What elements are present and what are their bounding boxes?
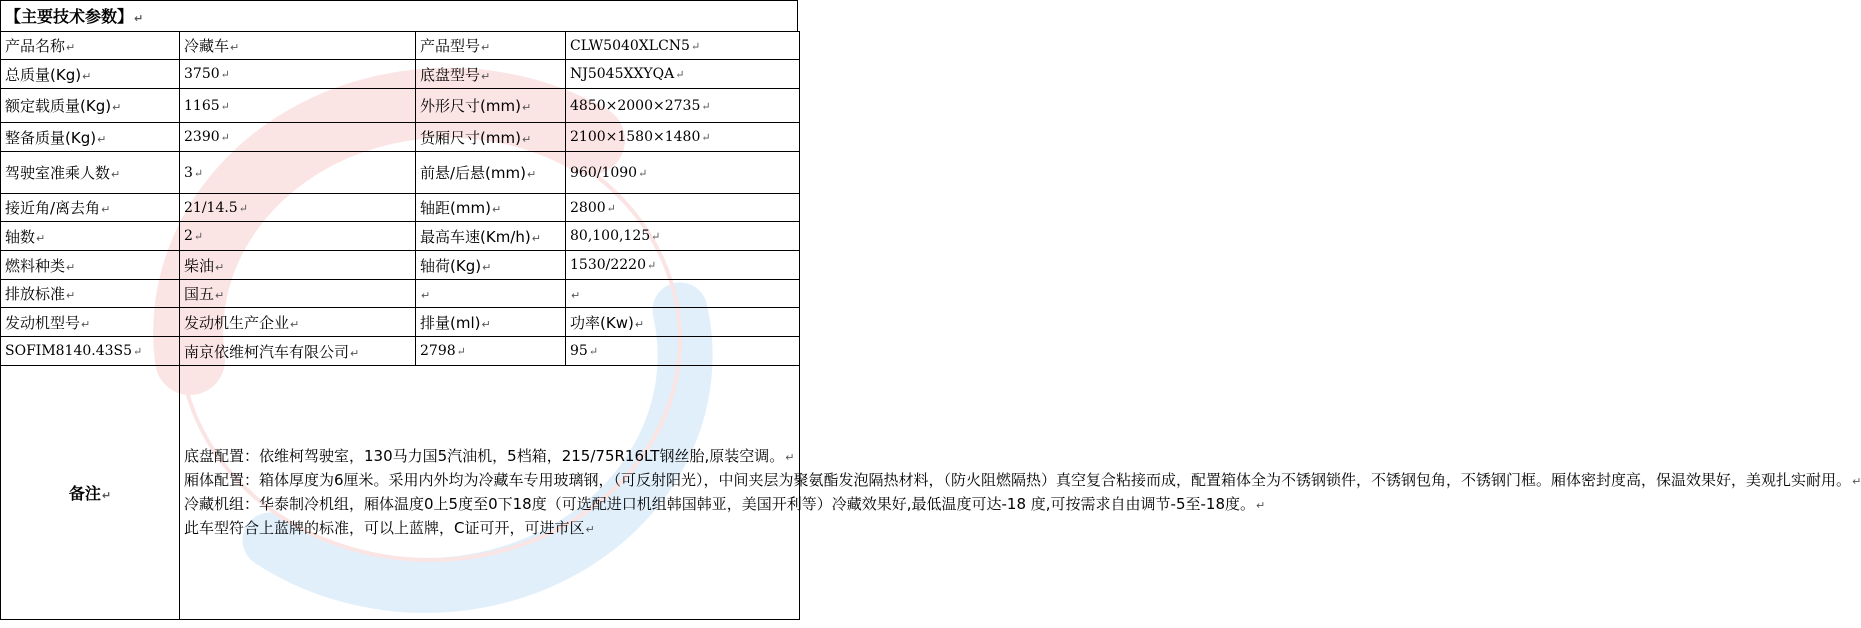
field-value: 柴油↵ xyxy=(180,251,416,280)
spec-table xyxy=(0,31,1861,620)
field-value: 95↵ xyxy=(566,337,800,366)
field-value: 2800↵ xyxy=(566,194,800,222)
field-value: 国五↵ xyxy=(180,280,416,308)
table-row xyxy=(1,194,800,222)
field-label: 前悬/后悬(mm)↵ xyxy=(416,152,566,194)
field-value: 4850×2000×2735↵ xyxy=(566,89,800,123)
field-value: 冷藏车↵ xyxy=(180,32,416,60)
field-label: 总质量(Kg)↵ xyxy=(1,60,180,89)
remarks-row xyxy=(1,366,800,620)
field-value: 21/14.5↵ xyxy=(180,194,416,222)
field-label: 产品名称↵ xyxy=(1,32,180,60)
table-row xyxy=(1,280,800,308)
field-value: NJ5045XXYQA↵ xyxy=(566,60,800,89)
field-value: CLW5040XLCN5↵ xyxy=(566,32,800,60)
field-label: 排量(ml)↵ xyxy=(416,308,566,337)
field-label: 轴距(mm)↵ xyxy=(416,194,566,222)
table-row xyxy=(1,222,800,251)
field-label: 轴数↵ xyxy=(1,222,180,251)
table-row xyxy=(1,337,800,366)
table-row xyxy=(1,89,800,123)
remarks-label: 备注↵ xyxy=(1,366,180,620)
table-row xyxy=(1,308,800,337)
remark-chassis: 底盘配置：依维柯驾驶室，130马力国5汽油机，5档箱，215/75R16LT钢丝胎,原装空调。↵ xyxy=(184,446,795,465)
remark-license: 此车型符合上蓝牌的标准，可以上蓝牌，C证可开，可进市区↵ xyxy=(184,518,595,537)
field-value: 960/1090↵ xyxy=(566,152,800,194)
field-value: 2↵ xyxy=(180,222,416,251)
remark-refrigeration: 冷藏机组：华泰制冷机组，厢体温度0上5度至0下18度（可选配进口机组韩国韩亚，美国开利等）冷藏效果好,最低温度可达-18 度,可按需求自由调节-5至-18度。↵ xyxy=(184,494,1266,513)
section-title: 【主要技术参数】↵ xyxy=(0,0,798,31)
field-value: 2390↵ xyxy=(180,123,416,152)
field-value: 1530/2220↵ xyxy=(566,251,800,280)
table-row xyxy=(1,60,800,89)
field-label: 排放标准↵ xyxy=(1,280,180,308)
table-row xyxy=(1,251,800,280)
field-value: 3750↵ xyxy=(180,60,416,89)
field-label: 货厢尺寸(mm)↵ xyxy=(416,123,566,152)
field-label: 外形尺寸(mm)↵ xyxy=(416,89,566,123)
field-label: 整备质量(Kg)↵ xyxy=(1,123,180,152)
field-label: 底盘型号↵ xyxy=(416,60,566,89)
field-value: 2798↵ xyxy=(416,337,566,366)
field-value: 3↵ xyxy=(180,152,416,194)
field-label: 产品型号↵ xyxy=(416,32,566,60)
field-label: 额定载质量(Kg)↵ xyxy=(1,89,180,123)
field-label: 轴荷(Kg)↵ xyxy=(416,251,566,280)
remark-body-config: 厢体配置：箱体厚度为6厘米。采用内外均为冷藏车专用玻璃钢，（可反射阳光），中间夹层为聚氨酯发泡隔热材料，（防火阻燃隔热）真空复合粘接而成，配置箱体全为不锈钢锁件，不锈钢包角，不锈钢门框。厢体密封度高，保温效果好，美观扎实耐用。↵ xyxy=(184,470,1861,489)
field-label: 发动机型号↵ xyxy=(1,308,180,337)
field-label: 驾驶室准乘人数↵ xyxy=(1,152,180,194)
field-value: 1165↵ xyxy=(180,89,416,123)
field-label: 最高车速(Km/h)↵ xyxy=(416,222,566,251)
field-value: SOFIM8140.43S5↵ xyxy=(1,337,180,366)
field-label: 燃料种类↵ xyxy=(1,251,180,280)
field-value: 南京依维柯汽车有限公司↵ xyxy=(180,337,416,366)
field-value: ↵ xyxy=(566,280,800,308)
field-label: 接近角/离去角↵ xyxy=(1,194,180,222)
field-value: 2100×1580×1480↵ xyxy=(566,123,800,152)
field-label: ↵ xyxy=(416,280,566,308)
field-label: 发动机生产企业↵ xyxy=(180,308,416,337)
table-row xyxy=(1,123,800,152)
table-row xyxy=(1,32,800,60)
field-value: 80,100,125↵ xyxy=(566,222,800,251)
field-label: 功率(Kw)↵ xyxy=(566,308,800,337)
table-row xyxy=(1,152,800,194)
remarks-body xyxy=(180,366,1861,620)
